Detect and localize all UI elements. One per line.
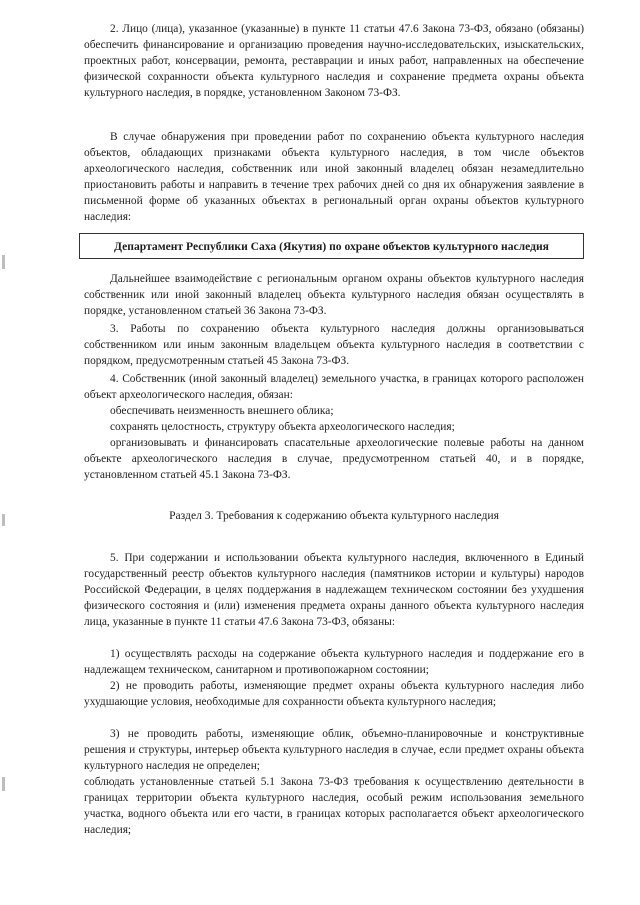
paragraph-discovery: В случае обнаружения при проведении работ по сохранению объекта культурного наследия объектов, обладающих признаками объекта культурного наследия, в том числе объектов археологического наследия, собственник или иной законный владелец обязан незамедлительно приостановить работы и направить в течение трех рабочих дней со дня их обнаружения заявление в письменной форме об указанных объектах в региональный орган охраны объектов культурного наследия: <box>84 131 584 223</box>
paragraph-5-item-2: 2) не проводить работы, изменяющие предмет охраны объекта культурного наследия либо ухудшающие условия, необходимые для сохранности объекта культурного наследия; <box>84 680 584 708</box>
section-heading: Раздел 3. Требования к содержанию объекта культурного наследия <box>169 509 499 522</box>
paragraph-5: 5. При содержании и использовании объекта культурного наследия, включенного в Единый государственный реестр объектов культурного наследия (памятников истории и культуры) народов Российской Федерации, в целях поддержания в надлежащем техническом состоянии без ухудшения физического состояния и (или) изменения предмета охраны данного объекта культурного наследия лица, указанные в пункте 11 статьи 47.6 Закона 73-ФЗ, обязаны: <box>84 552 584 628</box>
paragraph-3: 3. Работы по сохранению объекта культурного наследия должны организовываться собственником или иным законным владельцем объекта культурного наследия в соответствии с порядком, предусмотренным статьей 45 Закона 73-ФЗ. <box>84 323 584 367</box>
paragraph-4: 4. Собственник (иной законный владелец) земельного участка, в границах которого расположен объект археологического наследия, обязан: <box>84 373 584 401</box>
scan-artifact <box>2 777 5 791</box>
paragraph-5-item-1: 1) осуществлять расходы на содержание объекта культурного наследия и поддержание его в надлежащем техническом, санитарном и противопожарном состоянии; <box>84 648 584 676</box>
paragraph-4-item-3: организовывать и финансировать спасательные археологические полевые работы на данном объекте археологического наследия в случае, предусмотренном статьей 40, и в порядке, установленном статьей 45.1 Закона 73-ФЗ. <box>84 437 584 481</box>
scan-artifact <box>2 514 5 526</box>
paragraph-2: 2. Лицо (лица), указанное (указанные) в пункте 11 статьи 47.6 Закона 73-ФЗ, обязано (обязаны) обеспечить финансирование и организацию проведения научно-исследовательских, изыскательских, проектных работ, консервации, ремонта, реставрации и иных работ, направленных на обеспечение физической сохранности объекта культурного наследия и сохранение предмета охраны объекта культурного наследия, в порядке, установленном Законом 73-ФЗ. <box>84 23 584 99</box>
authority-box <box>79 233 584 259</box>
scan-artifact <box>2 255 5 269</box>
paragraph-5-item-3: 3) не проводить работы, изменяющие облик, объемно-планировочные и конструктивные решения и структуры, интерьер объекта культурного наследия в случае, если предмет охраны объекта культурного наследия не определен; <box>84 728 584 772</box>
paragraph-4-item-2: сохранять целостность, структуру объекта археологического наследия; <box>110 421 455 433</box>
paragraph-5-requirements: соблюдать установленные статьей 5.1 Закона 73-ФЗ требования к осуществлению деятельности в границах территории объекта культурного наследия, особый режим использования земельного участка, водного объекта или его части, в границах которых располагается объект археологического наследия; <box>84 776 584 836</box>
authority-name: Департамент Республики Саха (Якутия) по охране объектов культурного наследия <box>114 239 549 253</box>
paragraph-interaction: Дальнейшее взаимодействие с региональным органом охраны объектов культурного наследия собственник или иной законный владелец объекта культурного наследия обязан осуществлять в порядке, установленном статьей 36 Закона 73-ФЗ. <box>84 273 584 317</box>
paragraph-4-item-1: обеспечивать неизменность внешнего облика; <box>110 405 334 417</box>
